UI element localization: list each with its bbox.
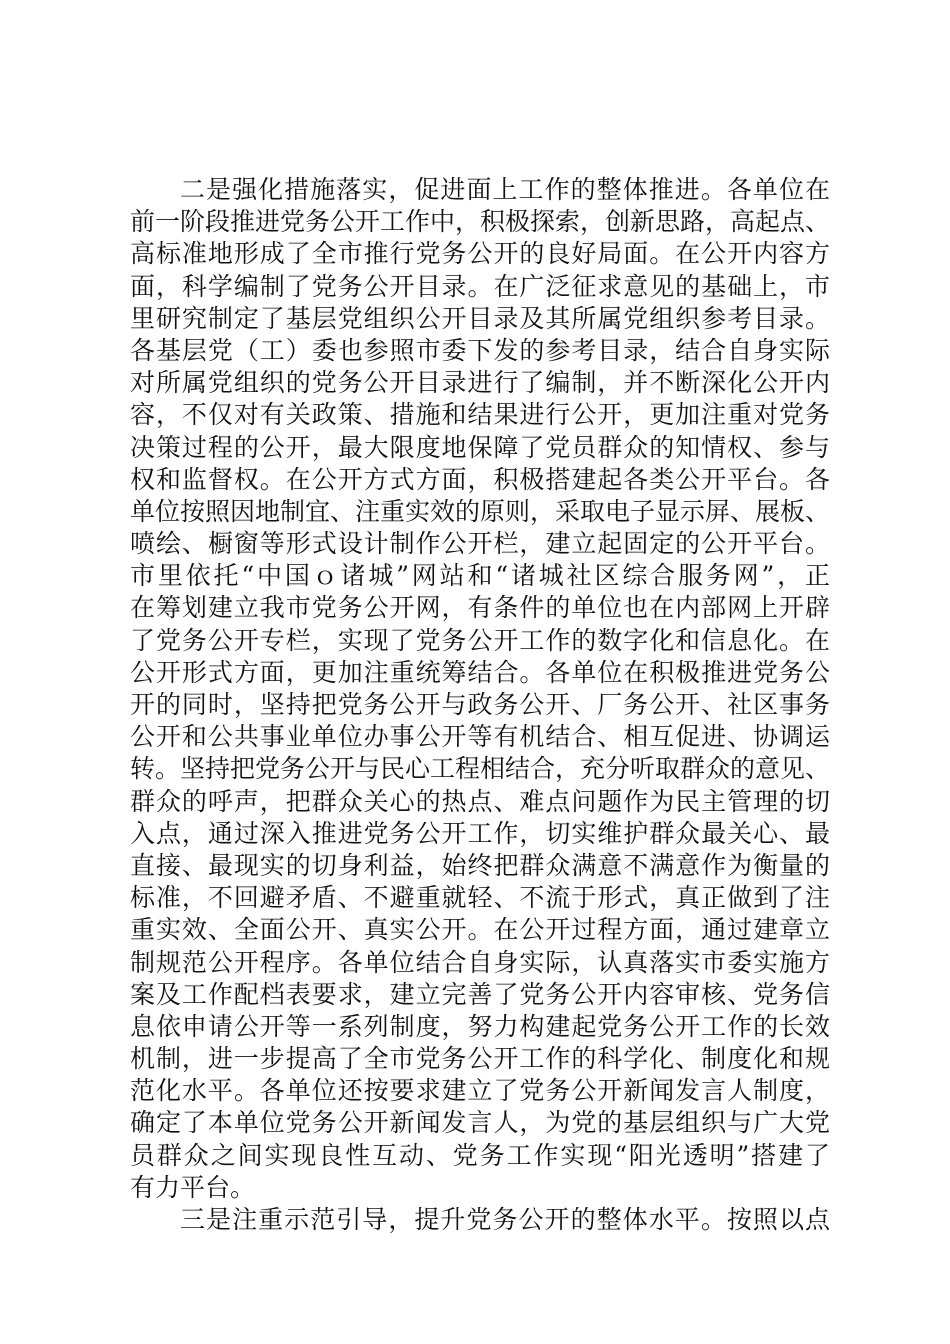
paragraph-line: 入点，通过深入推进党务公开工作，切实维护群众最关心、最 bbox=[130, 818, 830, 848]
paragraph-line: 喷绘、橱窗等形式设计制作公开栏，建立起固定的公开平台。 bbox=[130, 529, 830, 559]
paragraph-line: 群众的呼声，把群众关心的热点、难点问题作为民主管理的切 bbox=[130, 786, 830, 816]
paragraph-line: 机制，进一步提高了全市党务公开工作的科学化、制度化和规 bbox=[130, 1044, 830, 1074]
paragraph-line: 范化水平。各单位还按要求建立了党务公开新闻发言人制度， bbox=[130, 1076, 830, 1106]
paragraph-line: 息依申请公开等一系列制度，努力构建起党务公开工作的长效 bbox=[130, 1011, 830, 1041]
paragraph-line: 各基层党（工）委也参照市委下发的参考目录，结合自身实际 bbox=[130, 335, 830, 365]
paragraph-line: 开的同时，坚持把党务公开与政务公开、厂务公开、社区事务 bbox=[130, 690, 830, 719]
paragraph-line: 里研究制定了基层党组织公开目录及其所属党组织参考目录。 bbox=[130, 303, 830, 333]
paragraph-line: 权和监督权。在公开方式方面，积极搭建起各类公开平台。各 bbox=[130, 464, 830, 494]
paragraph-line: 制规范公开程序。各单位结合自身实际，认真落实市委实施方 bbox=[130, 947, 830, 977]
paragraph-line: 前一阶段推进党务公开工作中，积极探索，创新思路，高起点、 bbox=[130, 207, 830, 237]
paragraph-line: 二是强化措施落实，促进面上工作的整体推进。各单位在 bbox=[180, 175, 830, 204]
paragraph-line: 案及工作配档表要求，建立完善了党务公开内容审核、党务信 bbox=[130, 979, 830, 1009]
paragraph-line: 重实效、全面公开、真实公开。在公开过程方面，通过建章立 bbox=[130, 915, 830, 945]
paragraph-line: 公开和公共事业单位办事公开等有机结合、相互促进、协调运 bbox=[130, 722, 830, 752]
paragraph-line: 标准，不回避矛盾、不避重就轻、不流于形式，真正做到了注 bbox=[130, 883, 830, 913]
paragraph-line: 确定了本单位党务公开新闻发言人，为党的基层组织与广大党 bbox=[130, 1108, 830, 1138]
paragraph-line: 市里依托“中国ｏ诸城”网站和“诸城社区综合服务网”，正 bbox=[130, 561, 830, 591]
paragraph-line: 了党务公开专栏，实现了党务公开工作的数字化和信息化。在 bbox=[130, 625, 830, 655]
paragraph-line: 对所属党组织的党务公开目录进行了编制，并不断深化公开内 bbox=[130, 368, 830, 398]
paragraph-line: 员群众之间实现良性互动、党务工作实现“阳光透明”搭建了 bbox=[130, 1140, 830, 1170]
paragraph-line: 公开形式方面，更加注重统筹结合。各单位在积极推进党务公 bbox=[130, 657, 830, 687]
body-text bbox=[130, 174, 830, 1236]
paragraph-line: 面，科学编制了党务公开目录。在广泛征求意见的基础上，市 bbox=[130, 271, 830, 301]
paragraph-line: 在筹划建立我市党务公开网，有条件的单位也在内部网上开辟 bbox=[130, 593, 830, 623]
paragraph-line: 高标准地形成了全市推行党务公开的良好局面。在公开内容方 bbox=[130, 239, 830, 269]
paragraph-line: 决策过程的公开，最大限度地保障了党员群众的知情权、参与 bbox=[130, 432, 830, 462]
paragraph-line: 容，不仅对有关政策、措施和结果进行公开，更加注重对党务 bbox=[130, 400, 830, 430]
paragraph-line: 转。坚持把党务公开与民心工程相结合，充分听取群众的意见、 bbox=[130, 754, 830, 784]
paragraph-line: 有力平台。 bbox=[130, 1172, 256, 1202]
paragraph-line: 直接、最现实的切身利益，始终把群众满意不满意作为衡量的 bbox=[130, 850, 830, 880]
paragraph-line: 单位按照因地制宜、注重实效的原则，采取电子显示屏、展板、 bbox=[130, 496, 830, 526]
paragraph-line: 三是注重示范引导，提升党务公开的整体水平。按照以点 bbox=[180, 1205, 830, 1234]
